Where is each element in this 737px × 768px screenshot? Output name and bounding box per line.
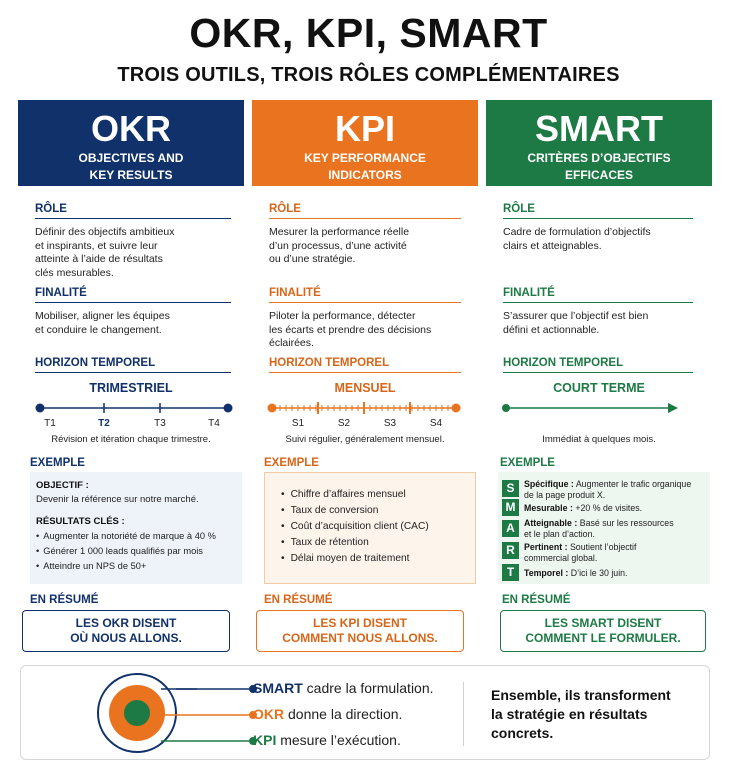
smart-role-line: clairs et atteignables. <box>503 239 602 252</box>
okr-finalite-rule <box>35 302 231 303</box>
kpi-horizon-title: HORIZON TEMPOREL <box>269 357 390 369</box>
bottom-line-kpi <box>253 732 401 748</box>
bottom-key-kpi: KPI <box>253 732 277 748</box>
okr-summary-line: OÙ NOUS ALLONS. <box>70 631 182 645</box>
smart-horizon-value: COURT TERME <box>553 381 645 395</box>
kpi-finalite-text <box>269 310 464 351</box>
smart-finalite-line: défini et actionnable. <box>503 323 600 336</box>
kpi-full-name-line-1: KEY PERFORMANCE <box>304 151 426 165</box>
smart-finalite-text <box>503 310 698 337</box>
kpi-summary-line: COMMENT NOUS ALLONS. <box>282 631 438 645</box>
okr-objectif-label: OBJECTIF : <box>36 480 89 491</box>
okr-name: OKR <box>91 108 171 149</box>
smart-finalite-title: FINALITÉ <box>503 287 555 299</box>
page-title: OKR, KPI, SMART <box>189 10 548 56</box>
smart-letter-m: M <box>502 499 519 516</box>
kpi-tick-s3: S3 <box>383 418 397 429</box>
smart-criterion-text: Soutient l’objectif <box>567 542 637 552</box>
kpi-tick-s2: S2 <box>337 418 351 429</box>
smart-criterion-label: Pertinent : <box>524 542 568 552</box>
kpi-summary-box <box>256 610 464 652</box>
bottom-text-kpi: mesure l’exécution. <box>276 732 401 748</box>
okr-summary-box <box>22 610 230 652</box>
okr-role-line: atteinte à l’aide de résultats <box>35 253 163 265</box>
conclusion-line: Ensemble, ils transforment <box>491 687 671 703</box>
smart-example-title: EXEMPLE <box>500 457 555 469</box>
okr-kr-item: • Générer 1 000 leads qualifiés par mois <box>36 546 241 556</box>
kpi-name: KPI <box>334 108 395 149</box>
kpi-full-name-line-2: INDICATORS <box>328 168 402 182</box>
kpi-header <box>252 100 478 186</box>
kpi-summary-title: EN RÉSUMÉ <box>264 594 333 606</box>
smart-letter-r: R <box>502 542 519 559</box>
okr-tick-t3: T3 <box>154 418 166 429</box>
smart-summary-box <box>500 610 706 652</box>
bottom-summary-panel <box>20 665 710 760</box>
kpi-role-rule <box>269 218 461 219</box>
conclusion-line: concrets. <box>491 725 554 741</box>
smart-criterion-text: de la page produit X. <box>524 490 606 500</box>
okr-tick-t2: T2 <box>98 418 110 429</box>
smart-horizon-title: HORIZON TEMPOREL <box>503 357 624 369</box>
okr-header <box>18 100 244 186</box>
okr-objectif-text: Devenir la référence sur notre marché. <box>36 494 199 505</box>
smart-criterion-text: et le plan d’action. <box>524 529 595 539</box>
kpi-finalite-title: FINALITÉ <box>269 287 321 299</box>
smart-finalite-line: S’assurer que l’objectif est bien <box>503 310 649 322</box>
okr-full-name-line-2: KEY RESULTS <box>89 168 173 182</box>
okr-horizon-value: TRIMESTRIEL <box>89 381 173 395</box>
connector-lines <box>161 676 261 756</box>
kpi-role-line: d’un processus, d’une activité <box>269 239 407 252</box>
smart-role-line: Cadre de formulation d’objectifs <box>503 226 651 238</box>
smart-criterion-text: Basé sur les ressources <box>577 518 674 528</box>
okr-role-title: RÔLE <box>35 203 67 215</box>
bottom-text-okr: donne la direction. <box>284 706 403 722</box>
smart-horizon-note: Immédiat à quelques mois. <box>542 434 656 445</box>
smart-role-text <box>503 226 698 253</box>
kpi-role-text <box>269 226 464 267</box>
okr-horizon-title: HORIZON TEMPOREL <box>35 357 156 369</box>
okr-summary-line: LES OKR DISENT <box>75 616 177 630</box>
smart-criterion-text: Augmenter le trafic organique <box>573 479 692 489</box>
okr-finalite-line: Mobiliser, aligner les équipes <box>35 310 170 322</box>
page-subtitle: TROIS OUTILS, TROIS RÔLES COMPLÉMENTAIRES <box>117 64 620 86</box>
smart-criterion-label: Temporel : <box>524 568 569 578</box>
bottom-divider <box>463 682 464 746</box>
okr-finalite-title: FINALITÉ <box>35 287 87 299</box>
smart-criterion-atteignable <box>524 518 714 540</box>
smart-summary-line: COMMENT LE FORMULER. <box>525 631 681 645</box>
smart-criterion-temporel <box>524 568 714 579</box>
smart-criterion-text: +20 % de visites. <box>572 503 643 513</box>
okr-column <box>18 100 244 655</box>
okr-kr-item: • Atteindre un NPS de 50+ <box>36 561 241 571</box>
kpi-example-item: • Taux de conversion <box>281 505 378 516</box>
kpi-role-line: Mesurer la performance réelle <box>269 226 410 238</box>
kpi-example-box <box>264 472 476 584</box>
kpi-finalite-rule <box>269 302 461 303</box>
smart-example-box <box>498 472 710 584</box>
okr-finalite-text <box>35 310 230 337</box>
okr-role-line: Définir des objectifs ambitieux <box>35 226 175 238</box>
okr-finalite-line: et conduire le changement. <box>35 323 162 336</box>
kpi-example-item: • Chiffre d’affaires mensuel <box>281 489 406 500</box>
smart-horizon-rule <box>503 372 693 373</box>
okr-role-rule <box>35 218 231 219</box>
smart-criterion-text: commercial global. <box>524 553 598 563</box>
okr-role-text <box>35 226 230 280</box>
smart-name: SMART <box>535 108 663 149</box>
smart-criterion-label: Mesurable : <box>524 503 573 513</box>
smart-summary-title: EN RÉSUMÉ <box>502 594 571 606</box>
okr-timeline <box>32 400 244 416</box>
smart-letter-t: T <box>502 564 519 581</box>
smart-criterion-mesurable <box>524 503 714 514</box>
bottom-line-okr <box>253 706 402 722</box>
smart-criterion-label: Atteignable : <box>524 518 578 528</box>
kpi-finalite-line: éclairées. <box>269 337 314 349</box>
okr-kr-label: RÉSULTATS CLÉS : <box>36 516 125 527</box>
kpi-column <box>252 100 478 655</box>
kpi-tick-s1: S1 <box>291 418 305 429</box>
kpi-horizon-note: Suivi régulier, généralement mensuel. <box>285 434 445 445</box>
okr-example-title: EXEMPLE <box>30 457 85 469</box>
okr-example-box <box>30 472 242 584</box>
smart-role-title: RÔLE <box>503 203 535 215</box>
smart-criterion-text: D’ici le 30 juin. <box>568 568 628 578</box>
smart-timeline-arrow <box>500 400 682 416</box>
smart-summary-line: LES SMART DISENT <box>544 616 662 630</box>
kpi-role-line: ou d’une stratégie. <box>269 253 356 265</box>
kpi-summary-line: LES KPI DISENT <box>312 616 407 630</box>
kpi-example-item: • Coût d’acquisition client (CAC) <box>281 521 429 532</box>
bottom-conclusion <box>491 686 701 743</box>
okr-horizon-note: Révision et itération chaque trimestre. <box>51 434 211 445</box>
smart-full-name-line-2: EFFICACES <box>564 168 633 182</box>
okr-horizon-rule <box>35 372 231 373</box>
bottom-line-smart <box>253 680 434 696</box>
okr-summary-title: EN RÉSUMÉ <box>30 594 99 606</box>
smart-letter-s: S <box>502 480 519 497</box>
smart-column <box>486 100 712 655</box>
okr-role-line: et inspirants, et suivre leur <box>35 239 158 252</box>
bottom-key-okr: OKR <box>253 706 285 722</box>
smart-role-rule <box>503 218 693 219</box>
kpi-finalite-line: Piloter la performance, détecter <box>269 310 416 322</box>
kpi-finalite-line: les écarts et prendre des décisions <box>269 323 432 336</box>
okr-tick-t4: T4 <box>208 418 220 429</box>
okr-tick-t1: T1 <box>44 418 56 429</box>
smart-letter-a: A <box>502 520 519 537</box>
smart-criterion-specifique <box>524 479 714 501</box>
smart-header <box>486 100 712 186</box>
kpi-example-item: • Délai moyen de traitement <box>281 553 410 564</box>
kpi-tick-s4: S4 <box>429 418 443 429</box>
kpi-example-item: • Taux de rétention <box>281 537 369 548</box>
bottom-key-smart: SMART <box>253 680 303 696</box>
kpi-timeline <box>264 400 464 416</box>
smart-full-name-line-1: CRITÈRES D’OBJECTIFS <box>527 151 671 165</box>
kpi-role-title: RÔLE <box>269 203 301 215</box>
bottom-text-smart: cadre la formulation. <box>302 680 434 696</box>
smart-finalite-rule <box>503 302 693 303</box>
smart-criterion-pertinent <box>524 542 714 564</box>
conclusion-line: la stratégie en résultats <box>491 706 648 722</box>
smart-criterion-label: Spécifique : <box>524 479 574 489</box>
okr-role-line: clés mesurables. <box>35 266 114 279</box>
okr-full-name-line-1: OBJECTIVES AND <box>78 151 184 165</box>
kpi-horizon-value: MENSUEL <box>334 381 396 395</box>
kpi-example-title: EXEMPLE <box>264 457 319 469</box>
kpi-horizon-rule <box>269 372 461 373</box>
okr-kr-item: • Augmenter la notoriété de marque à 40 % <box>36 531 241 541</box>
